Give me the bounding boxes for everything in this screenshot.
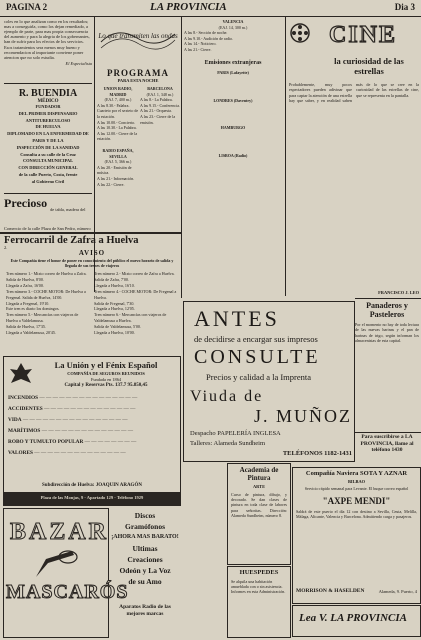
program-item: A las 9.15.- Conferencia. [140, 102, 180, 108]
train-line: Llegada a Fregenal, 19'10. [6, 300, 50, 306]
doctor-line: FUNDADOR [35, 104, 61, 109]
cine-article [289, 82, 419, 292]
printing-ad [183, 301, 355, 462]
station-name: LONDRES (Daventry) [213, 97, 253, 103]
station-name: HAMBURGO [220, 125, 246, 131]
discos-line: Gramófonos [125, 522, 165, 531]
discos-line: Creaciones [127, 555, 163, 564]
huespedes-ad [227, 566, 291, 638]
station-name: RADIO ESPAÑA, SEVILLA [102, 147, 134, 159]
railway-schedule-left [6, 271, 90, 354]
station-freq: (EAJ. 5, 366 m.) [104, 159, 132, 165]
panaderos-title: Panaderos y Pasteleros [366, 301, 408, 319]
printing-ad-viuda: Viuda de [190, 388, 264, 405]
program-item: A las 8.- Sección de noche. [184, 30, 228, 36]
printing-ad-workshop: Talleres: Alameda Sundheim [190, 440, 265, 447]
program-item: A las 21.- Cierre. [184, 46, 212, 52]
station-name: VALENCIA [222, 19, 244, 24]
doctor-line: CONSULTA MUNICIPAL [22, 158, 74, 164]
doctor-name: R. BUENDIA [18, 88, 78, 99]
doctor-line: INSPECCIÓN DE LA SANIDAD [16, 144, 80, 150]
discos-line: Odeón y La Voz [119, 566, 171, 575]
station-name: BARCELONA [147, 86, 173, 91]
divider [4, 193, 92, 194]
radio-schedule-1 [97, 86, 139, 226]
train-line: Salida de Fregenal, 7'30. [94, 300, 135, 306]
mascaros-word: MASCARÓS [6, 581, 129, 603]
huespedes-title: HUESPEDES [239, 569, 279, 576]
film-reel-icon [289, 22, 311, 52]
shipping-city: BILBAO [347, 479, 366, 484]
bazar-word: BAZAR [10, 519, 110, 545]
railway-title: Ferrocarril de Zafra a Huelva [4, 235, 139, 246]
cine-subtitle: la curiosidad de las estrellas [334, 56, 404, 76]
issue-day: Dia 3 [394, 2, 415, 12]
station-name: PARIS (Lafayette) [217, 70, 249, 76]
discos-line: Ultimas [132, 544, 158, 553]
railway-notice: AVISO [78, 249, 106, 257]
doctor-line: Consulta a su calle de la Cruz [20, 151, 76, 157]
program-item: A las 23.- Cierre de la emisión. [140, 113, 176, 125]
phoenix-emblem-icon [8, 361, 34, 387]
insurance-item: VIDA [8, 417, 22, 423]
station-freq: (EAJ. 14, 300 m.) [218, 24, 248, 30]
train-line: Salida de Huelva, 17'35. [6, 324, 46, 330]
printing-ad-line: de decidirse a encargar sus impresos [194, 334, 318, 344]
train-line: Este tren es diario los domingos. [6, 306, 60, 312]
printing-ad-shop: Despacho PAPELERÍA INGLESA [190, 430, 281, 437]
train-line: Llegada a Huelva, 10'00. [94, 330, 135, 336]
divider [355, 298, 421, 299]
discos-ad [110, 510, 180, 600]
huespedes-text: Se alquila una habitación amueblada con o sin asistencia. Informes en esta Administración. [231, 579, 286, 595]
shipping-details: Saldrá de este puerto el día 12 con destino a Sevilla, Ceuta, Melilla, Málaga, Alicante, Valencia y Barcelona. Admitiendo carga y pasajeros. [296, 509, 417, 520]
lea-ad [292, 605, 421, 637]
doctor-line: de la calle Puerto, Costa, frente [18, 171, 78, 177]
insurance-capital: Capital y Reservas Pts. 137.7 95.850,45 [64, 383, 148, 388]
doctor-line: DEL PRIMER DISPENSARIO [18, 110, 78, 116]
station-freq: (EAJ. 7, 400 m.) [104, 97, 132, 103]
programa-subtitle: PARA ESTA NOCHE [117, 78, 159, 83]
doctor-line: al Gobierno Civil [31, 178, 65, 184]
masthead: LA PROVINCIA [150, 1, 227, 13]
divider [355, 432, 421, 433]
program-item: A las 10.30.- La Palabra. [97, 125, 137, 131]
program-item: A las 8.- La Palabra. [140, 97, 173, 103]
train-line: Tren número 2.- Mixto correo de Zafra a Huelva. Salida de Zafra, 7'00. [94, 271, 175, 282]
insurance-item: VALORES [8, 450, 33, 456]
divider [4, 83, 92, 84]
radio-schedule-3 [184, 19, 282, 299]
shipping-agent-address: Alameda, 9. Puerto, 4 [378, 589, 417, 594]
train-line: Tren número 5.- Mercancías con viajeros de Huelva a Valdelamusa. [6, 312, 79, 324]
academia-text: Curso de pintura, dibujo, y decorado. Se dan clases de pintura en toda clase de labores para señoritas. Dirección: Alameda Sundheim, número 8. [231, 492, 287, 518]
panaderos-article: Por el momento no hay de toda lectura de las nuevas harinas y el pan de harinas de trigo, según informan los almacenistas de esta capital. [355, 322, 419, 343]
insurance-item: ROBO Y TUMULTO POPULAR [8, 439, 84, 445]
shipping-intro: Servicio rápido semanal para Levante. El buque correo español [304, 486, 409, 491]
insurance-title: La Unión y el Fénix Español [54, 360, 158, 370]
program-item: A las 22.- Cierre. [97, 181, 125, 187]
cine-header [289, 22, 419, 82]
printing-ad-line: Precios y calidad a la Imprenta [206, 372, 312, 382]
printing-ad-headline: ANTES [194, 306, 280, 331]
train-line: Llegada a Valdelamusa, 20'45. [6, 330, 56, 336]
radios-ad: Aparatos Radio de las mejores marcas [119, 604, 171, 617]
column-rule [181, 16, 182, 298]
academia-ad [227, 463, 291, 565]
insurance-address: Plaza de las Monjas, 9 - Apartado 129 - Teléfono 1929 [4, 492, 180, 505]
discos-line: Discos [134, 511, 156, 520]
program-item: A las 21.- Orquesta. [140, 108, 172, 114]
doctor-line: ANTITUBERCULOSO [25, 117, 71, 123]
train-line: Tren número 4.- COCHE MOTOR: De Fregenal a Huelva. [94, 288, 177, 300]
radio-waves-icon [97, 22, 179, 58]
radio-logo-text: Lo que transmiten las ondas [98, 32, 178, 40]
station-freq: (EAJ. 1, 348 m.) [146, 91, 174, 97]
subscribe-notice: Para suscribirse a LA PROVINCIA, llame al teléfono 1430 [360, 434, 414, 453]
page-header [0, 0, 421, 17]
printing-ad-name: J. MUÑOZ [254, 406, 353, 426]
doctor-ad [4, 88, 92, 190]
train-line: Llegada a Zafra, 16'00. [6, 282, 44, 288]
radio-logo [97, 22, 179, 68]
program-item: A las 10.00.- Concierto. [97, 119, 136, 125]
program-item: A las 14.- Noticiero. [184, 41, 217, 47]
train-line: Llegada a Huelva, 16'10. [94, 282, 135, 288]
column-rule [285, 16, 286, 296]
doctor-lines [4, 104, 92, 186]
doctor-line: CON DIRECCIÓN GENERAL [18, 165, 78, 171]
insurance-lines: INCENDIOS — — — — — — — — — — — — — — — ACCIDENTES — — — — — — — — — — — — — — VIDA — — — — — — — — — — — — — — — — MARÍTIMOS — — — — — — — — — — — — — — ROBO Y TUMULTO POPULAR — — — — — — — — VALORES — — — — — — — — — — — — — — [8, 395, 138, 456]
ship-name: "AXPE MENDI" [322, 496, 391, 506]
program-item: A las 9.10.- Audición de radio. [184, 35, 234, 41]
foreign-title: Emisiones extranjeras [204, 59, 262, 66]
train-line: Llegada a Huelva, 12'05. [94, 306, 135, 312]
program-item: Cuarteto por el sexteto de la estación. [97, 108, 139, 119]
page-number: PAGINA 2 [6, 2, 48, 12]
insurance-footer: Subdirección de Huelva: JOAQUIN ARAGÓN [42, 483, 142, 488]
doctor-line: DIPLOMADO EN LA ENFERMEDAD DE PARIS Y DE LA [7, 131, 89, 143]
railway-intro: Este Compañía tiene el honor de poner en conocimiento del público el nuevo horario de salida y llegada de sus trenes de viajeros [10, 258, 174, 268]
intro-article [4, 19, 92, 79]
train-line: Salida de Valdelamusa, 5'00. [94, 324, 141, 330]
lea-text: Lea V. LA PROVINCIA [299, 612, 407, 624]
precioso-title: Precioso [4, 196, 48, 210]
program-item: A las 21.- Información. [97, 175, 135, 181]
station-name: UNION RADIO, MADRID [103, 86, 133, 97]
program-item: A las 12.00.- Cierre de la estación. [97, 130, 138, 142]
printing-ad-consulte: CONSULTE [194, 346, 321, 368]
insurance-item: MARÍTIMOS [8, 428, 41, 434]
insurance-item: ACCIDENTES [8, 406, 43, 412]
program-item: A las 8.30.- Palabra. [97, 102, 130, 108]
insurance-item: INCENDIOS [8, 395, 39, 401]
intro-signature: El Especialista [65, 61, 92, 66]
cine-text: Probablemente, muy pocos espectadores pueden adivinar que para captar la atención de una estrella hay que saber, y en realidad saben más de lo que se cree en la curiosidad de las estrellas de cine, que se representa en la pantalla. [289, 82, 419, 104]
train-line: Tren número 6.- Mercancías con viajeros de Valdelamusa a Huelva. [94, 312, 167, 324]
cine-author: FRANCISCO J. LEO [378, 290, 419, 295]
gramophone-icon [34, 549, 78, 579]
program-item: A las 20.- Emisión de música. [97, 164, 132, 176]
bazar-ad [3, 508, 129, 638]
divider [0, 232, 182, 234]
station-name: LISBOA (Radio) [218, 152, 248, 158]
train-line: Tren número 3.- COCHE MOTOR: De Huelva a Fregenal. Salida de Huelva, 14'00. [6, 288, 86, 300]
discos-line: ¡AHORA MAS BARATO! [111, 534, 179, 540]
doctor-title: MÉDICO [37, 99, 59, 104]
precioso-text: de tabla, madera del Comercio de la calle Plaza de San Pedro, número 2. [4, 207, 91, 250]
shipping-ad [292, 467, 421, 604]
intro-text: coles en lo que analizan como en los resultados; mas a conseguirla, como los dejan remediado, a ejemplo de parte, para mas propia consecuencia del aumento y para la alegria de los gobernantes, han de sufrir para los efectos de los servicios. [4, 19, 90, 44]
cine-title: CINE [329, 22, 398, 48]
academia-title: Academia de Pintura [239, 466, 279, 482]
radio-schedule-2 [140, 86, 180, 226]
shipping-agent: MORRISON & HASELDEN [296, 588, 365, 594]
railway-schedule-right [94, 271, 178, 354]
academia-subtitle: ARTE [252, 484, 266, 489]
train-line: Tren número 1.- Mixto correo de Huelva a Zafra. Salida de Huelva, 8'00. [6, 271, 87, 282]
insurance-ad [3, 356, 181, 506]
intro-text-2: Esos tratamientos sera menos muy bueno y recomendacion al importante conviene poner atencion que no solo estudia. [4, 45, 84, 60]
discos-line: de su Amo [128, 577, 162, 586]
doctor-line: DE HUELVA [35, 124, 61, 130]
programa-title: PROGRAMA [107, 68, 169, 78]
insurance-founded: Fundada en 1864 [90, 377, 122, 382]
printing-ad-phones: TELÉFONOS 1182-1431 [282, 450, 352, 457]
shipping-title: Compañía Naviera SOTA Y AZNAR [305, 470, 408, 477]
insurance-subtitle: COMPAÑÍA DE SEGUROS REUNIDOS [67, 371, 145, 376]
